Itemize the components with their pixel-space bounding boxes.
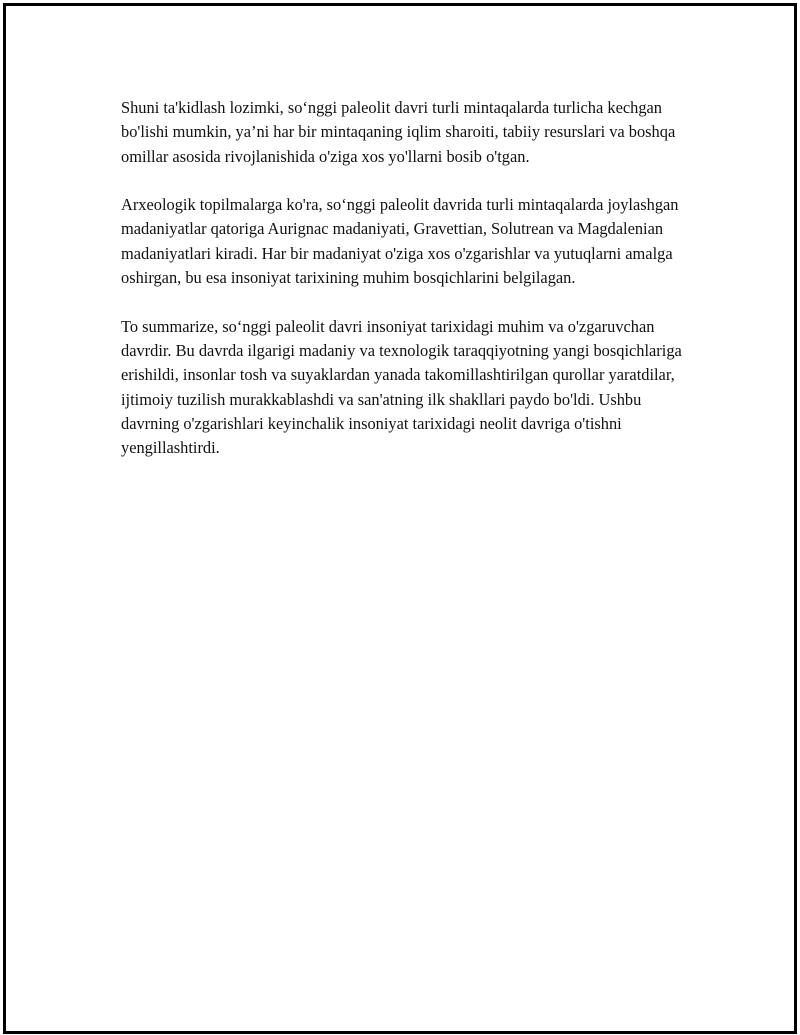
page-border [3,3,797,1034]
document-body [121,96,701,485]
paragraph-2: Arxeologik topilmalarga ko'ra, so‘nggi paleolit davrida turli mintaqalarda joylashgan madaniyatlar qatoriga Aurignac madaniyati, Gravettian, Solutrean va Magdalenian madaniyatlari kiradi. Har bir madaniyat o'ziga xos o'zgarishlar va yutuqlarni amalga oshirgan, bu esa insoniyat tarixining muhim bosqichlarini belgilagan. [121,195,679,288]
paragraph-1: Shuni ta'kidlash lozimki, so‘nggi paleolit davri turli mintaqalarda turlicha kechgan bo'lishi mumkin, ya’ni har bir mintaqaning iqlim sharoiti, tabiiy resurslari va boshqa omillar asosida rivojlanishida o'ziga xos yo'llarni bosib o'tgan. [121,98,676,166]
paragraph-3: To summarize, so‘nggi paleolit davri insoniyat tarixidagi muhim va o'zgaruvchan davrdir. Bu davrda ilgarigi madaniy va texnologik taraqqiyotning yangi bosqichlariga erishildi, insonlar tosh va suyaklardan yanada takomillashtirilgan qurollar yaratdilar, ijtimoiy tuzilish murakkablashdi va san'atning ilk shakllari paydo bo'ldi. Ushbu davrning o'zgarishlari keyinchalik insoniyat tarixidagi neolit davriga o'tishni yengillashtirdi. [121,316,682,458]
